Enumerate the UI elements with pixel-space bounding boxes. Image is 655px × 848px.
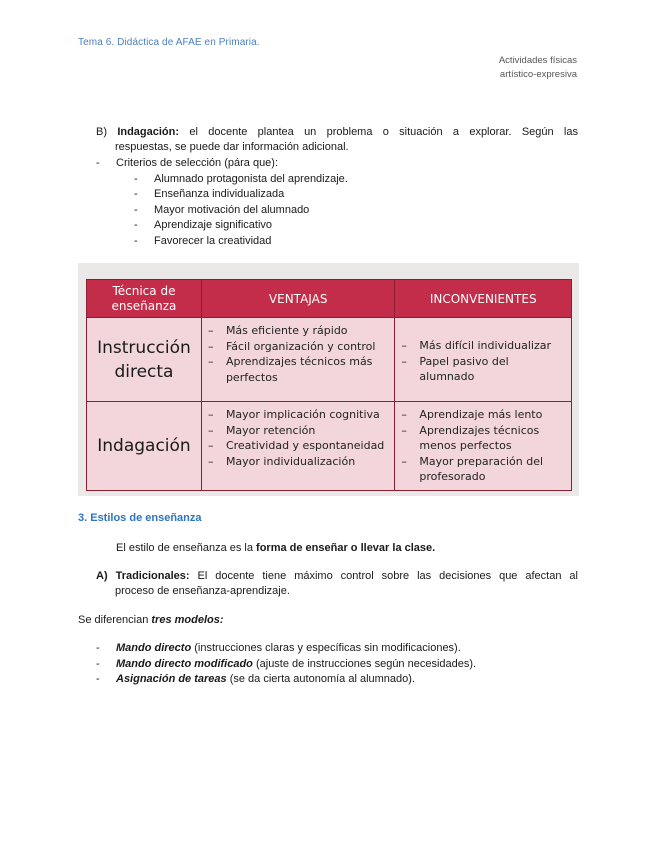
tradicionales-prefix: A) <box>96 570 108 582</box>
header-subject <box>499 54 577 82</box>
criteria-item: Enseñanza individualizada <box>154 188 285 200</box>
indagacion-prefix: B) <box>96 126 107 138</box>
criteria-dash: - <box>96 157 100 169</box>
tradicionales-line2: proceso de enseñanza-aprendizaje. <box>115 585 290 597</box>
comparison-table-figure <box>78 263 579 496</box>
model-name: Mando directo <box>116 642 192 654</box>
models-text: Se diferencian <box>78 614 149 626</box>
ventaja-text: Aprendizajes técnicos más perfectos <box>225 355 373 384</box>
ventaja-text: Mayor individualización <box>225 454 356 468</box>
list-item <box>208 423 388 439</box>
inconveniente-text: Papel pasivo del alumnado <box>419 354 509 383</box>
list-item <box>208 323 388 339</box>
ventaja-text: Mayor retención <box>225 423 316 437</box>
criteria-label: Criterios de selección (pára que): <box>116 157 279 169</box>
section-title: 3. Estilos de enseñanza <box>78 512 202 524</box>
list-item <box>401 338 565 354</box>
list-dash: – <box>401 339 407 352</box>
list-dash: - <box>134 203 138 216</box>
list-item <box>134 187 576 203</box>
technique-cell: Instrucción directa <box>87 318 202 402</box>
list-dash: – <box>207 324 214 337</box>
model-desc: (ajuste de instrucciones según necesidades). <box>255 657 477 670</box>
tradicionales-term: Tradicionales: <box>115 570 190 582</box>
criteria-label-row <box>96 156 576 172</box>
list-item <box>134 234 576 250</box>
model-desc: (instrucciones claras y específicas sin modificaciones). <box>194 642 461 654</box>
list-dash: – <box>207 355 214 368</box>
ventajas-cell <box>201 402 394 491</box>
indagacion-term: Indagación: <box>117 126 180 138</box>
list-dash: – <box>401 408 407 421</box>
criteria-block <box>96 156 576 249</box>
model-desc: (se da cierta autonomía al alumnado). <box>229 673 415 685</box>
criteria-item: Alumnado protagonista del aprendizaje. <box>154 172 348 185</box>
indagacion-paragraph <box>96 125 578 155</box>
list-item <box>134 218 576 234</box>
list-dash: – <box>207 439 214 452</box>
ventajas-cell <box>201 318 394 402</box>
criteria-list <box>96 172 576 250</box>
indagacion-line1-text: el docente plantea un problema o situación a explorar. Según las <box>189 126 578 138</box>
list-dash: – <box>401 354 407 368</box>
list-item <box>96 641 576 657</box>
model-name: Mando directo modificado <box>116 657 253 670</box>
models-intro <box>78 613 224 628</box>
inconveniente-text: Aprendizajes técnicos menos perfectos <box>419 423 540 452</box>
indagacion-line1 <box>96 125 578 140</box>
header-subject-line2: artístico-expresiva <box>499 69 577 80</box>
ventaja-text: Fácil organización y control <box>225 339 376 353</box>
inconveniente-text: Aprendizaje más lento <box>419 408 543 421</box>
header-technique: Técnica de enseñanza <box>87 280 202 318</box>
inconvenientes-cell <box>395 318 572 402</box>
table-row <box>87 402 572 491</box>
criteria-item: Aprendizaje significativo <box>154 219 273 231</box>
ventaja-text: Creatividad y espontaneidad <box>225 439 385 452</box>
tradicionales-paragraph <box>96 569 578 599</box>
list-dash: - <box>96 657 100 670</box>
header-ventajas: VENTAJAS <box>201 280 394 318</box>
criteria-item: Favorecer la creatividad <box>154 234 272 247</box>
list-dash: – <box>401 423 407 437</box>
criteria-item: Mayor motivación del alumnado <box>154 203 310 216</box>
inconveniente-text: Más difícil individualizar <box>419 339 551 352</box>
list-item <box>208 407 388 423</box>
definition-bold: forma de enseñar o llevar la clase. <box>256 542 436 554</box>
list-dash: – <box>207 408 214 421</box>
list-dash: – <box>401 454 407 468</box>
model-name: Asignación de tareas <box>116 673 227 685</box>
models-bold: tres modelos: <box>151 614 224 626</box>
tradicionales-line1 <box>96 569 578 584</box>
list-item <box>208 339 388 355</box>
list-item <box>96 672 576 688</box>
list-item <box>208 438 388 454</box>
ventaja-text: Más eficiente y rápido <box>225 324 348 337</box>
list-item <box>208 454 388 470</box>
list-item <box>401 454 565 485</box>
inconvenientes-cell <box>395 402 572 491</box>
list-item <box>96 657 576 673</box>
inconveniente-text: Mayor preparación del profesorado <box>419 454 544 483</box>
definition-text: El estilo de enseñanza es la <box>116 542 253 554</box>
style-definition <box>116 541 435 556</box>
list-item <box>134 203 576 219</box>
comparison-table <box>86 279 572 491</box>
list-dash: – <box>207 423 214 437</box>
ventaja-text: Mayor implicación cognitiva <box>225 408 380 421</box>
table-row <box>87 318 572 402</box>
list-dash: - <box>134 219 138 231</box>
header-inconvenientes: INCONVENIENTES <box>395 280 572 318</box>
list-dash: - <box>134 234 138 247</box>
list-dash: – <box>207 339 214 353</box>
list-item <box>401 407 565 423</box>
technique-cell: Indagación <box>87 402 202 491</box>
header-subject-line1: Actividades físicas <box>498 55 577 66</box>
table-header-row <box>87 280 572 318</box>
indagacion-line2: respuestas, se puede dar información adicional. <box>115 141 349 153</box>
list-item <box>401 423 565 454</box>
list-item <box>134 172 576 188</box>
list-dash: - <box>134 172 138 185</box>
list-dash: – <box>207 454 214 468</box>
tradicionales-line1-text: El docente tiene máximo control sobre las decisiones que afectan al <box>197 570 578 582</box>
list-item <box>401 354 565 385</box>
list-dash: - <box>134 188 138 200</box>
list-item <box>208 354 388 385</box>
list-dash: - <box>96 642 100 654</box>
header-topic: Tema 6. Didáctica de AFAE en Primaria. <box>78 37 260 48</box>
models-list <box>96 641 576 688</box>
list-dash: - <box>96 673 100 685</box>
